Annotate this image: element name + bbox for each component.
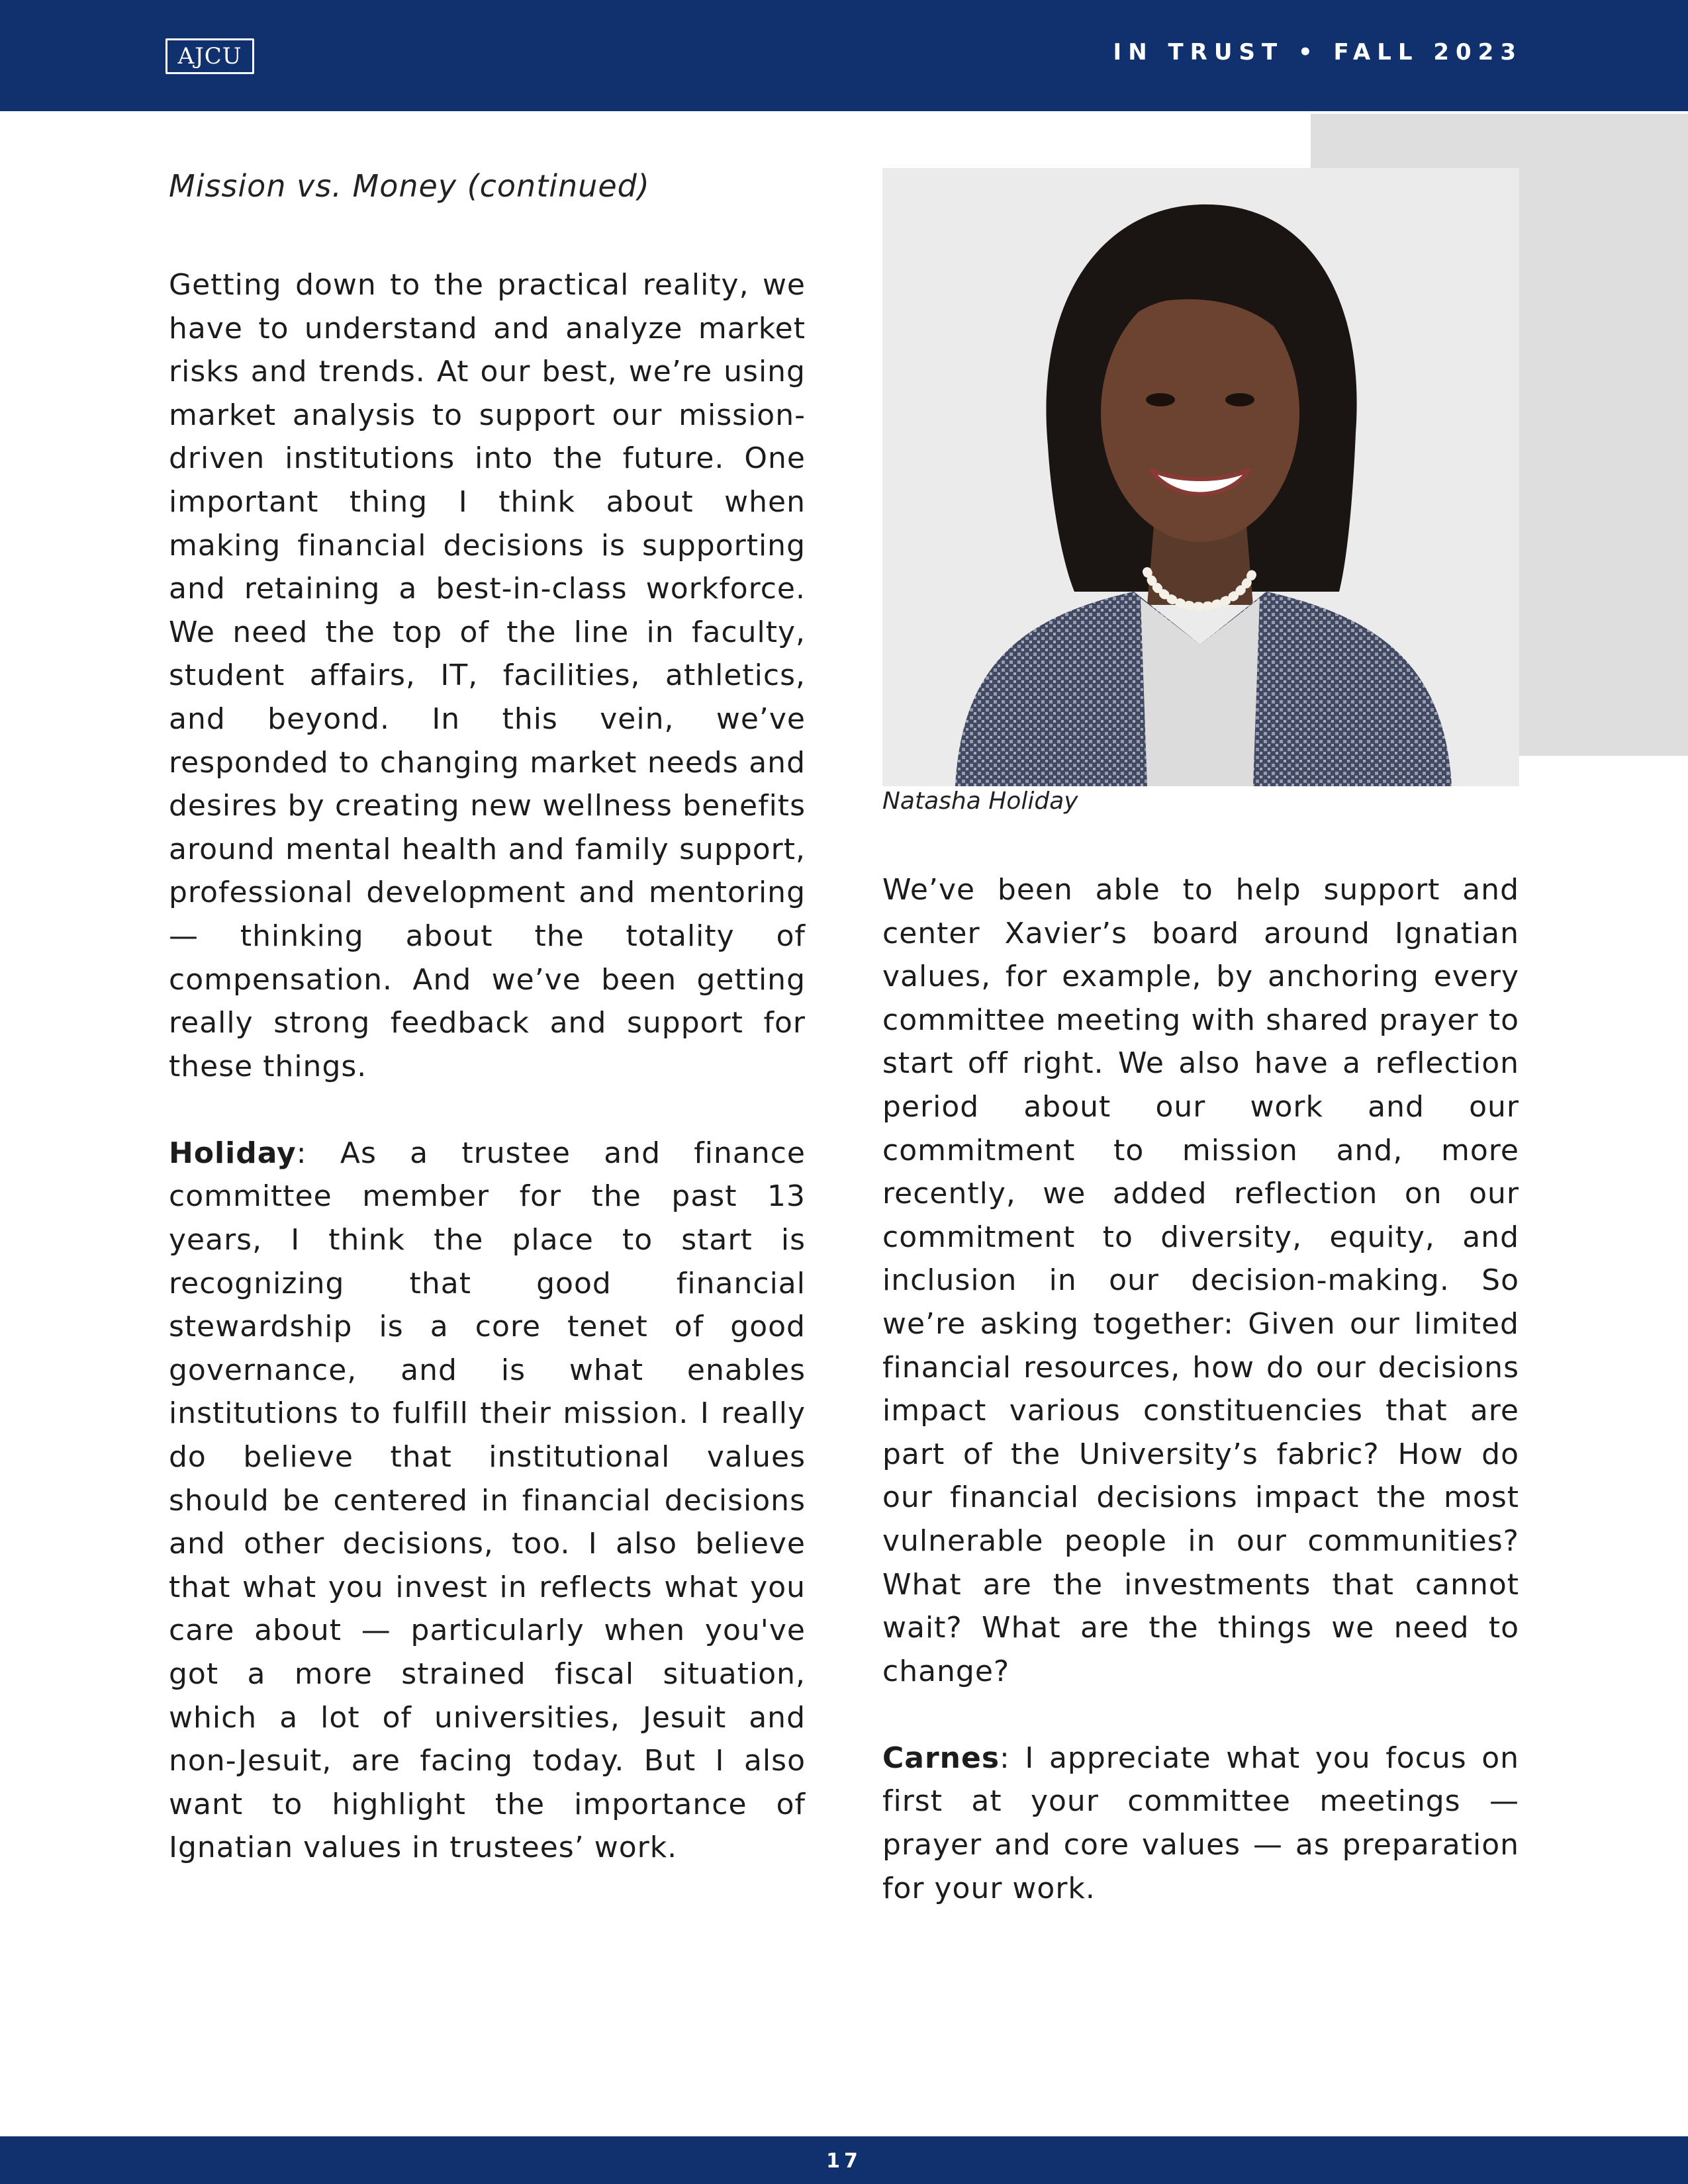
- ajcu-logo: [165, 38, 254, 74]
- photo-caption: Natasha Holiday: [882, 788, 1078, 815]
- body-paragraph: [882, 1737, 1519, 1910]
- portrait-photo: [882, 168, 1519, 786]
- speaker-name: Carnes: [882, 1741, 1000, 1775]
- logo-text: AJCU: [177, 43, 242, 69]
- paragraph-text: : As a trustee and finance committee member for the past 13 years, I think the place to start is recognizing that good financial stewardship is a core tenet of good governance, and is what enables institutions to fulfill their mission. I really do believe that institutional values should be centered in financial decisions and other decisions, too. I also believe that what you invest in reflects what you care about — particularly when you've got a more strained fiscal situation, which a lot of universities, Jesuit and non-Jesuit, are facing today. But I also want to highlight the importance of Ignatian values in trustees’ work.: [169, 1136, 806, 1865]
- publication-title: IN TRUST • FALL 2023: [1113, 39, 1523, 66]
- right-column: [882, 868, 1519, 1954]
- page-number: 17: [826, 2150, 862, 2173]
- speaker-name: Holiday: [169, 1136, 297, 1170]
- header-bar: [0, 0, 1688, 111]
- portrait-illustration: [882, 168, 1519, 786]
- paragraph-text: : I appreciate what you focus on first at your committee meetings — prayer and core values — as preparation for your work.: [882, 1741, 1519, 1905]
- left-column: [169, 263, 806, 1913]
- body-paragraph: [169, 1132, 806, 1870]
- footer-bar: [0, 2136, 1688, 2184]
- body-paragraph: Getting down to the practical reality, we have to understand and analyze market risks and trends. At our best, we’re using market analysis to support our mission-driven institutions into the future. One important thing I think about when making financial decisions is supporting and retaining a best-in-class workforce. We need the top of the line in faculty, student affairs, IT, facilities, athletics, and beyond. In this vein, we’ve responded to changing market needs and desires by creating new wellness benefits around mental health and family support, professional development and mentoring — thinking about the totality of compensation. And we’ve been getting really strong feedback and support for these things.: [169, 268, 806, 1083]
- body-paragraph: We’ve been able to help support and center Xavier’s board around Ignatian values, for example, by anchoring every committee meeting with shared prayer to start off right. We also have a reflection period about our work and our commitment to mission and, more recently, we added reflection on our commitment to diversity, equity, and inclusion in our decision-making. So we’re asking together: Given our limited financial resources, how do our decisions impact various constituencies that are part of the University’s fabric? How do our financial decisions impact the most vulnerable people in our communities? What are the investments that cannot wait? What are the things we need to change?: [882, 873, 1519, 1688]
- section-title: Mission vs. Money (continued): [169, 168, 650, 204]
